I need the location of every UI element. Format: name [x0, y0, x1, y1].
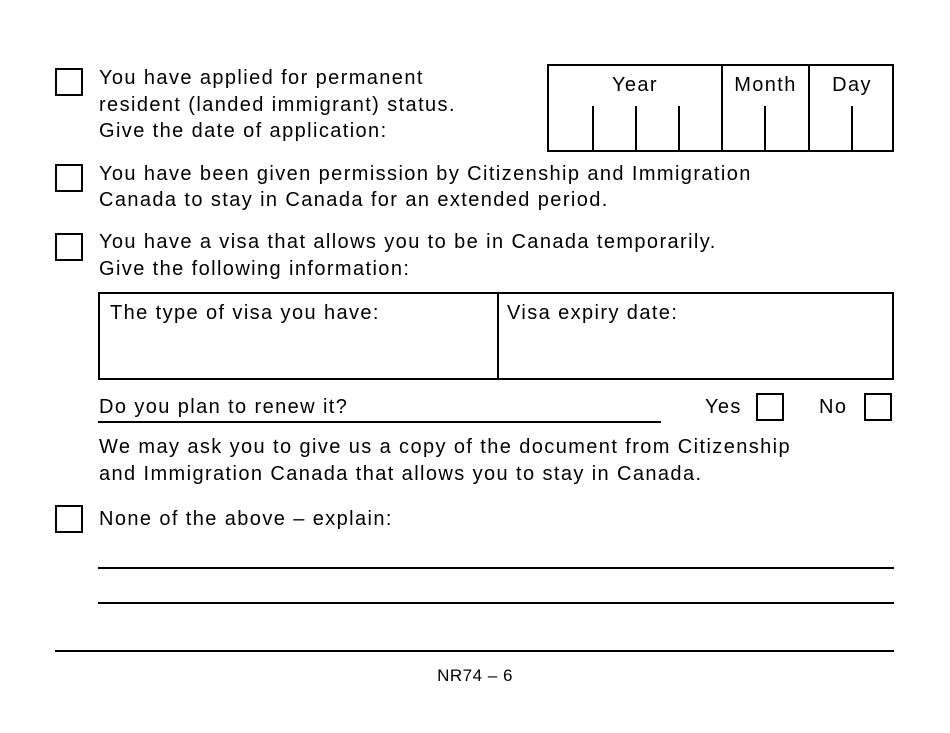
- yes-label: Yes: [705, 396, 742, 418]
- day-header: Day: [832, 74, 872, 96]
- renew-question-underline: [98, 421, 661, 423]
- page-number: NR74 – 6: [437, 666, 513, 685]
- renew-question: Do you plan to renew it?: [99, 396, 349, 418]
- document-note-line-1: We may ask you to give us a copy of the document from Citizenship: [99, 436, 792, 458]
- option-3-line-2: Give the following information:: [99, 258, 411, 280]
- option-1-line-2: resident (landed immigrant) status.: [99, 94, 456, 116]
- visa-expiry-field[interactable]: [499, 328, 892, 378]
- day-input[interactable]: [810, 110, 894, 152]
- option-2-line-1: You have been given permission by Citizenship and Immigration: [99, 163, 752, 185]
- footer-rule: [55, 650, 894, 652]
- no-label: No: [819, 396, 848, 418]
- applied-permanent-resident-checkbox[interactable]: [55, 68, 83, 96]
- year-input[interactable]: [549, 110, 721, 152]
- document-note-line-2: and Immigration Canada that allows you to stay in Canada.: [99, 463, 703, 485]
- visa-expiry-label: Visa expiry date:: [507, 302, 679, 324]
- visa-checkbox[interactable]: [55, 233, 83, 261]
- visa-type-label: The type of visa you have:: [110, 302, 380, 324]
- none-of-the-above-label: None of the above – explain:: [99, 508, 393, 530]
- option-1-line-1: You have applied for permanent: [99, 67, 424, 89]
- option-1-line-3: Give the date of application:: [99, 120, 388, 142]
- renew-no-checkbox[interactable]: [864, 393, 892, 421]
- option-3-line-1: You have a visa that allows you to be in Canada temporarily.: [99, 231, 717, 253]
- visa-info-table: [98, 292, 894, 380]
- option-2-line-2: Canada to stay in Canada for an extended period.: [99, 189, 609, 211]
- none-of-the-above-checkbox[interactable]: [55, 505, 83, 533]
- month-header: Month: [734, 74, 797, 96]
- extended-stay-checkbox[interactable]: [55, 164, 83, 192]
- application-date-box: [547, 64, 894, 152]
- explain-line-1[interactable]: [98, 567, 894, 569]
- visa-type-field[interactable]: [100, 328, 497, 378]
- month-input[interactable]: [723, 110, 808, 152]
- explain-line-2[interactable]: [98, 602, 894, 604]
- year-header: Year: [611, 74, 658, 96]
- renew-yes-checkbox[interactable]: [756, 393, 784, 421]
